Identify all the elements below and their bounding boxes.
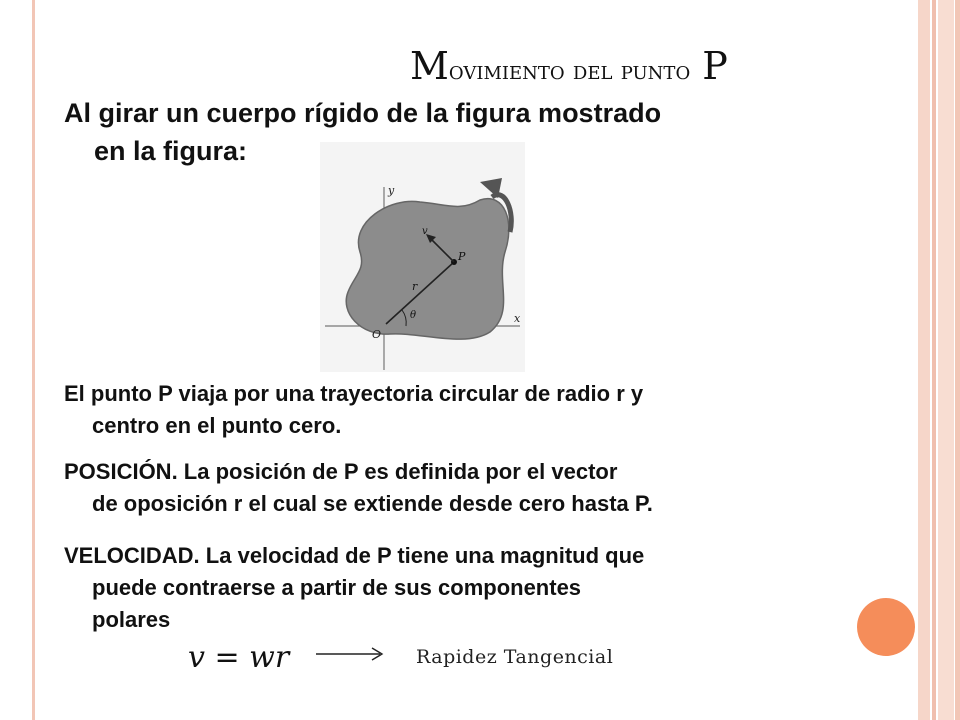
paragraph-trajectory <box>64 378 914 442</box>
p1-line-2: centro en el punto cero. <box>92 413 342 438</box>
p2-line-2: de oposición r el cual se extiende desde cero hasta P. <box>92 491 653 516</box>
slide-title <box>410 44 910 93</box>
p3-line-3: polares <box>92 607 171 632</box>
intro-line-2: en la figura: <box>94 136 248 166</box>
rigid-body-diagram <box>320 142 525 372</box>
title-end: P <box>690 44 728 88</box>
theta-label: θ <box>410 310 417 321</box>
tangential-speed-label: Rapidez Tangencial <box>416 646 614 668</box>
rigid-body-shape <box>346 199 509 339</box>
p2-line-1: La posición de P es definida por el vector <box>177 459 618 484</box>
right-stripe <box>918 0 930 720</box>
x-axis-label: x <box>514 312 521 325</box>
title-initial: M <box>410 44 449 88</box>
tangential-speed-formula: v = wr <box>188 640 290 675</box>
left-border-line <box>32 0 35 720</box>
y-axis-label: y <box>388 184 395 197</box>
paragraph-velocity <box>64 540 914 636</box>
p3-line-2: puede contraerse a partir de sus componentes <box>92 575 582 600</box>
rigid-body-figure <box>320 142 525 372</box>
intro-line-1: Al girar un cuerpo rígido de la figura mostrado <box>64 98 662 128</box>
point-p-label: P <box>458 250 466 263</box>
title-smallcaps: ovimiento del punto <box>448 56 691 86</box>
origin-label: O <box>372 328 382 341</box>
right-stripe <box>932 0 936 720</box>
paragraph-position <box>64 456 914 520</box>
velocity-label: v <box>422 226 428 237</box>
right-arrow-icon <box>316 646 386 662</box>
velocity-keyword: VELOCIDAD. <box>64 543 200 568</box>
p1-line-1: El punto P viaja por una trayectoria circular de radio r y <box>64 381 644 406</box>
position-keyword: POSICIÓN. <box>64 459 178 484</box>
p3-line-1: La velocidad de P tiene una magnitud que <box>199 543 645 568</box>
right-stripe <box>938 0 954 720</box>
radius-label: r <box>412 280 418 293</box>
right-stripe <box>955 0 960 720</box>
